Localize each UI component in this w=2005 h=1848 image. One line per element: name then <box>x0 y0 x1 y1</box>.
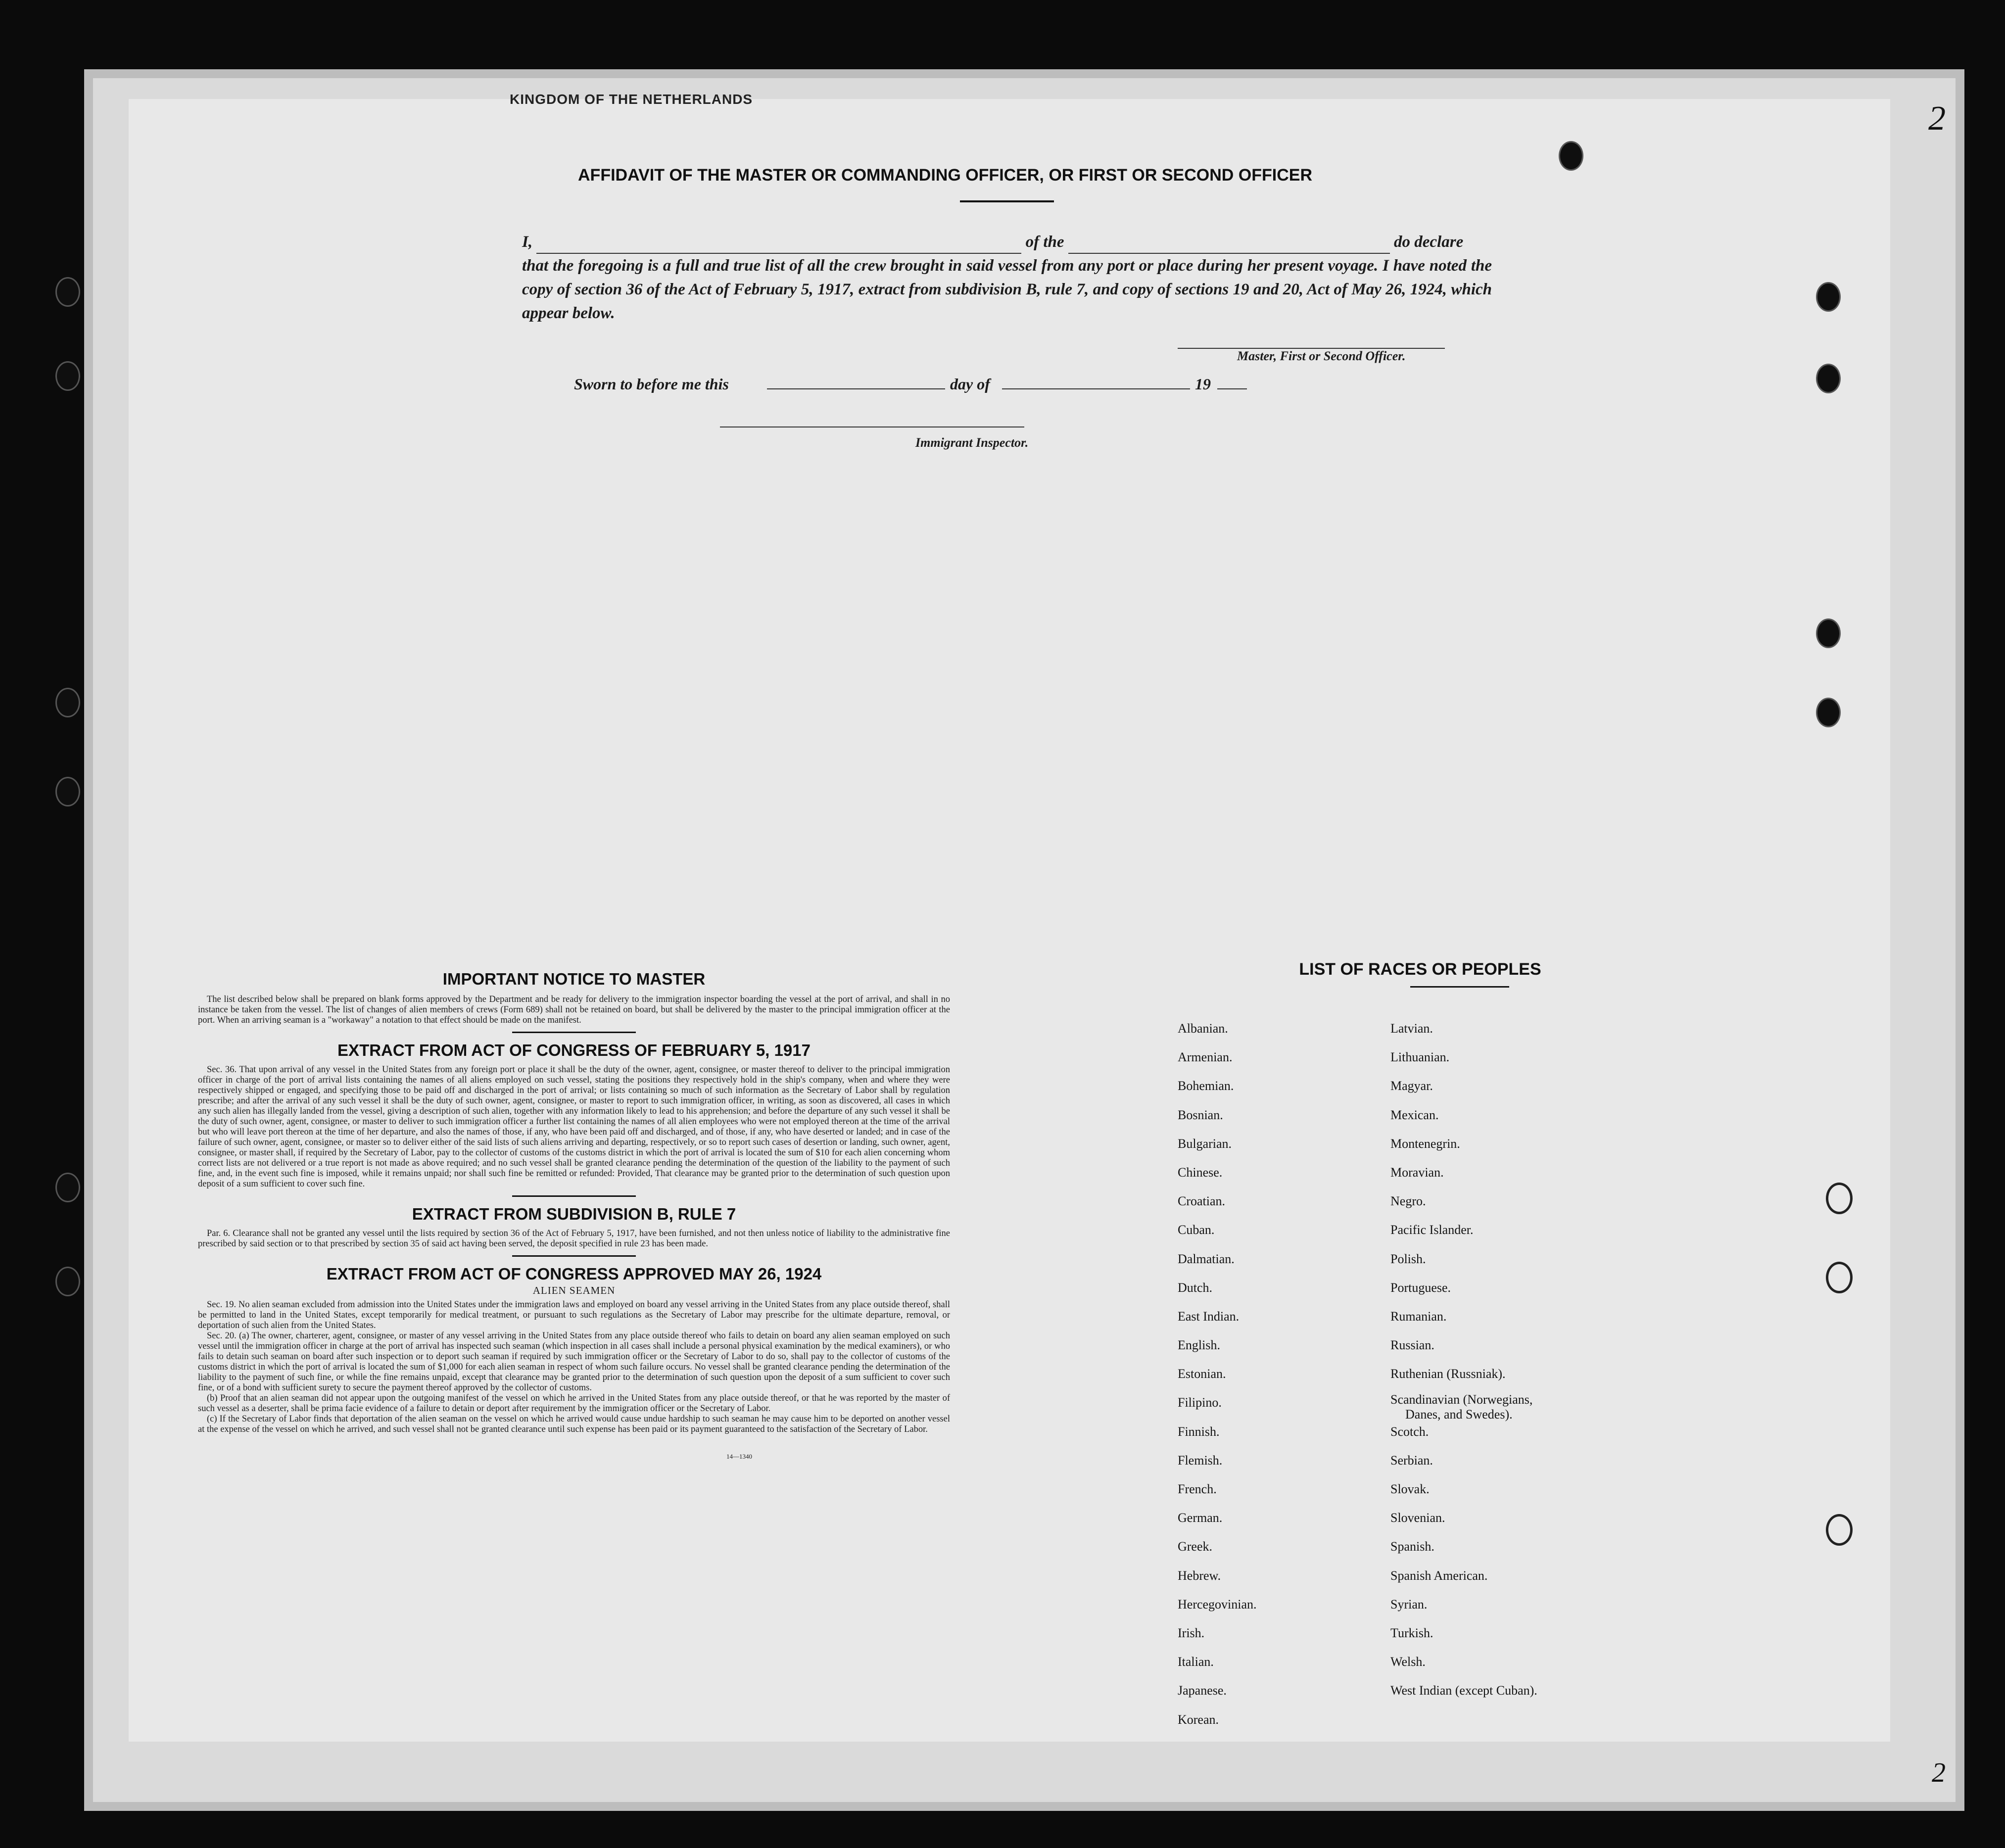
race-item-line: Scandinavian (Norwegians, <box>1390 1392 1533 1407</box>
binder-hole-icon <box>55 277 80 307</box>
race-item: Croatian. <box>1178 1194 1226 1209</box>
divider <box>512 1195 636 1197</box>
sec20c-text: (c) If the Secretary of Labor finds that deportation of the alien seaman on the vessel on which he arrived would cause undue hardship to such seaman he may cause him to be deported on another vessel at the expense of the vessel on which he arrived, and such vessel shall not be granted clearance until such expense has been paid or its payment guaranteed to the satisfaction of the Secretary of Labor. <box>198 1414 950 1434</box>
race-item: Ruthenian (Russniak). <box>1390 1367 1506 1381</box>
binder-hole-icon <box>55 1267 80 1296</box>
sworn-year-blank[interactable] <box>1217 388 1247 389</box>
sec19-text: Sec. 19. No alien seaman excluded from admission into the United States under the immigration laws and employed on board any vessel arriving in the United States from any place outside thereof, shall be permitted to land in the United States, except temporarily for medical treatment, or pursuant to such regulations as the Secretary of Labor may prescribe for the ultimate departure, removal, or deportation of such alien from the United States. <box>198 1300 950 1330</box>
page-number: 2 <box>1928 99 1946 138</box>
binder-hole-icon <box>55 361 80 391</box>
race-item: Syrian. <box>1390 1597 1428 1611</box>
races-left-column <box>1178 1014 1415 1734</box>
form-code: 14—1340 <box>726 1453 752 1460</box>
race-item: Bohemian. <box>1178 1079 1234 1093</box>
inspector-caption: Immigrant Inspector. <box>915 435 1029 450</box>
race-item: Polish. <box>1390 1251 1426 1266</box>
vessel-blank[interactable] <box>1068 237 1390 254</box>
race-item: English. <box>1178 1338 1220 1353</box>
binder-hole-icon <box>1826 1514 1853 1546</box>
race-item: Hercegovinian. <box>1178 1597 1257 1611</box>
races-section <box>1178 960 1633 1727</box>
binder-hole-icon <box>55 1173 80 1202</box>
binder-hole-icon <box>1816 282 1841 312</box>
race-item: Pacific Islander. <box>1390 1223 1474 1237</box>
race-item: Irish. <box>1178 1625 1205 1640</box>
affidavit-i: I, <box>522 233 533 251</box>
race-item: Albanian. <box>1178 1021 1228 1036</box>
divider <box>512 1032 636 1033</box>
race-item: Bulgarian. <box>1178 1136 1232 1151</box>
affidavit-do-declare: do declare <box>1394 233 1464 251</box>
binder-hole-icon <box>55 777 80 806</box>
binder-hole-icon <box>1816 618 1841 648</box>
race-item-line: Danes, and Swedes). <box>1405 1407 1513 1422</box>
race-item: Negro. <box>1390 1194 1426 1209</box>
race-item: Estonian. <box>1178 1367 1226 1381</box>
race-item: Dalmatian. <box>1178 1251 1235 1266</box>
extract3-title: EXTRACT FROM ACT OF CONGRESS APPROVED MAY 26, 1924 <box>326 1265 822 1283</box>
race-item: Hebrew. <box>1178 1568 1221 1583</box>
race-item: Russian. <box>1390 1338 1434 1353</box>
race-item: Lithuanian. <box>1390 1050 1450 1065</box>
notice-title: IMPORTANT NOTICE TO MASTER <box>442 970 706 988</box>
affidavit-body <box>522 230 1492 325</box>
race-item: Moravian. <box>1390 1165 1444 1180</box>
race-item: Flemish. <box>1178 1453 1223 1468</box>
race-item <box>1390 1388 1628 1422</box>
race-item: Latvian. <box>1390 1021 1433 1036</box>
sworn-year: 19 <box>1195 375 1211 393</box>
race-item: Welsh. <box>1390 1655 1426 1669</box>
race-item: Finnish. <box>1178 1424 1220 1439</box>
race-item: Montenegrin. <box>1390 1136 1460 1151</box>
race-item: Mexican. <box>1390 1107 1439 1122</box>
race-item: Bosnian. <box>1178 1107 1223 1122</box>
extract1-title: EXTRACT FROM ACT OF CONGRESS OF FEBRUARY 5, 1917 <box>337 1041 811 1059</box>
extract2-title: EXTRACT FROM SUBDIVISION B, RULE 7 <box>412 1205 736 1223</box>
race-item: Italian. <box>1178 1655 1214 1669</box>
sec20a-text: Sec. 20. (a) The owner, charterer, agent, consignee, or master of any vessel arriving in the United States from any place outside thereof who fails to detain on board any alien seaman employed on such vessel until the immigration officer in charge at the port of arrival has inspected such seaman (which inspection in all cases shall include a personal physical examination by the medical examiners), or who fails to detain such seaman on board after such inspection or to deport such seaman if required by such immigration officer or the Secretary of Labor to do so, shall pay to the collector of customs of the customs district in which the port of arrival is located the sum of $1,000 for each alien seaman in respect of whom such failure occurs. No vessel shall be granted clearance pending the determination of the liability to the payment of such fine, or while the fine remains unpaid, except that clearance may be granted prior to the determination of such question upon the deposit of a sum sufficient to cover such fine, or of a bond with sufficient surety to secure the payment thereof approved by the collector of customs. <box>198 1331 950 1393</box>
race-item: West Indian (except Cuban). <box>1390 1683 1537 1698</box>
divider <box>512 1255 636 1257</box>
race-item: Cuban. <box>1178 1223 1215 1237</box>
race-item: Rumanian. <box>1390 1309 1447 1324</box>
race-item: Slovenian. <box>1390 1511 1445 1525</box>
sworn-prefix: Sworn to before me this <box>574 375 729 393</box>
race-item: Scotch. <box>1390 1424 1429 1439</box>
extract2-text: Par. 6. Clearance shall not be granted any vessel until the lists required by section 36 of the Act of February 5, 1917, have been furnished, and not then unless notice of liability to the administrative fine prescribed by said section or to that prescribed by section 35 of said act having been served, the deposit specified in rule 23 has been made. <box>198 1229 950 1249</box>
sworn-day-of: day of <box>950 375 990 393</box>
race-item: Japanese. <box>1178 1683 1227 1698</box>
sec20b-text: (b) Proof that an alien seaman did not appear upon the outgoing manifest of the vessel on which he arrived in the United States from any place outside thereof, or that he was reported by the master of such vessel as a deserter, shall be prima facie evidence of a failure to detain or deport after requirement by the immigration officer or the Secretary of Labor. <box>198 1393 950 1414</box>
name-blank[interactable] <box>536 237 1021 254</box>
extract3-subtitle: ALIEN SEAMEN <box>532 1284 616 1296</box>
divider <box>1410 986 1509 988</box>
races-right-column <box>1390 1014 1628 1706</box>
master-caption: Master, First or Second Officer. <box>1237 349 1406 363</box>
binder-hole-icon <box>1826 1183 1853 1214</box>
race-item: Portuguese. <box>1390 1280 1451 1295</box>
extract1-text: Sec. 36. That upon arrival of any vessel in the United States from any foreign port or place it shall be the duty of the owner, agent, consignee, or master thereof to deliver to the principal immigration officer in charge of the port of arrival lists containing the names of all aliens employed on such vessel, stating the positions they respectively hold in the ship's company, when and where they were respectively shipped or engaged, and specifying those to be paid off and discharged in the port of arrival; or lists containing so much of such information as the Secretary of Labor shall by regulation prescribe; and after the arrival of any such vessel it shall be the duty of such owner, agent, consignee, or master to report to such immigration officer, in writing, as soon as discovered, all cases in which any such alien has illegally landed from the vessel, giving a description of such alien, together with any information likely to lead to his apprehension; and before the departure of any such vessel it shall be the duty of such owner, agent, consignee, or master to deliver to such immigration officer a further list containing the names of all alien employees who were not employed thereon at the time of the arrival but who will leave port thereon at the time of her departure, and also the names of those, if any, who have been paid off and discharged, and of those, if any, who have deserted or landed; and in case of the failure of such owner, agent, consignee, or master so to deliver either of the said lists of such aliens arriving and departing, respectively, or so to report such cases of desertion or landing, such owner, agent, consignee, or master shall, if required by the Secretary of Labor, pay to the collector of customs of the customs district in which the port of arrival is located the sum of $10 for each alien concerning whom correct lists are not delivered or a true report is not made as above required; and no such vessel shall be granted clearance pending the determination of the question of the liability to the payment of such fine, and, in the event such fine is imposed, while it remains unpaid; nor shall such fine be remitted or refunded: Provided, That clearance may be granted prior to the determination of such question upon deposit of a sum sufficient to cover such fine. <box>198 1065 950 1189</box>
race-item: German. <box>1178 1511 1223 1525</box>
inspector-signature-line[interactable] <box>720 426 1024 427</box>
race-item: French. <box>1178 1482 1217 1496</box>
race-item: Slovak. <box>1390 1482 1430 1496</box>
corner-mark: 2 <box>1932 1757 1946 1788</box>
race-item: Filipino. <box>1178 1395 1222 1410</box>
header-stamp: KINGDOM OF THE NETHERLANDS <box>510 92 753 107</box>
notice-section <box>198 970 950 1461</box>
affidavit-text: that the foregoing is a full and true list of all the crew brought in said vessel from any port or place during her present voyage. I have noted the copy of section 36 of the Act of February 5, 1917, extract from subdivision B, rule 7, and copy of sections 19 and 20, Act of May 26, 1924, which appear below. <box>522 257 1492 322</box>
race-item: Spanish. <box>1390 1539 1434 1554</box>
race-item: Korean. <box>1178 1712 1219 1727</box>
race-item: Spanish American. <box>1390 1568 1488 1583</box>
race-item: Serbian. <box>1390 1453 1433 1468</box>
sworn-month-blank[interactable] <box>1002 388 1190 389</box>
notice-text: The list described below shall be prepared on blank forms approved by the Department and be ready for delivery to the immigration inspector boarding the vessel at the port of arrival, and shall in no instance be taken from the vessel. The list of changes of alien members of crews (Form 689) shall not be retained on board, but shall be delivered by the master to the principal immigration officer at the port. When an arriving seaman is a "workaway" a notation to that effect should be made on the manifest. <box>198 995 950 1025</box>
race-item: Greek. <box>1178 1539 1213 1554</box>
sworn-day-blank[interactable] <box>767 388 945 389</box>
races-title: LIST OF RACES OR PEOPLES <box>1299 960 1541 979</box>
race-item: Chinese. <box>1178 1165 1223 1180</box>
binder-hole-icon <box>1816 698 1841 727</box>
race-item: Armenian. <box>1178 1050 1233 1065</box>
race-item: East Indian. <box>1178 1309 1240 1324</box>
affidavit-of-the: of the <box>1025 233 1064 251</box>
binder-hole-icon <box>1816 364 1841 393</box>
affidavit-title: AFFIDAVIT OF THE MASTER OR COMMANDING OFFICER, OR FIRST OR SECOND OFFICER <box>578 166 1312 185</box>
race-item: Dutch. <box>1178 1280 1213 1295</box>
divider <box>960 200 1054 202</box>
affidavit-line1 <box>522 230 1492 254</box>
binder-hole-icon <box>1826 1262 1853 1293</box>
binder-hole-icon <box>55 688 80 717</box>
race-item: Magyar. <box>1390 1079 1433 1093</box>
race-item: Turkish. <box>1390 1625 1433 1640</box>
